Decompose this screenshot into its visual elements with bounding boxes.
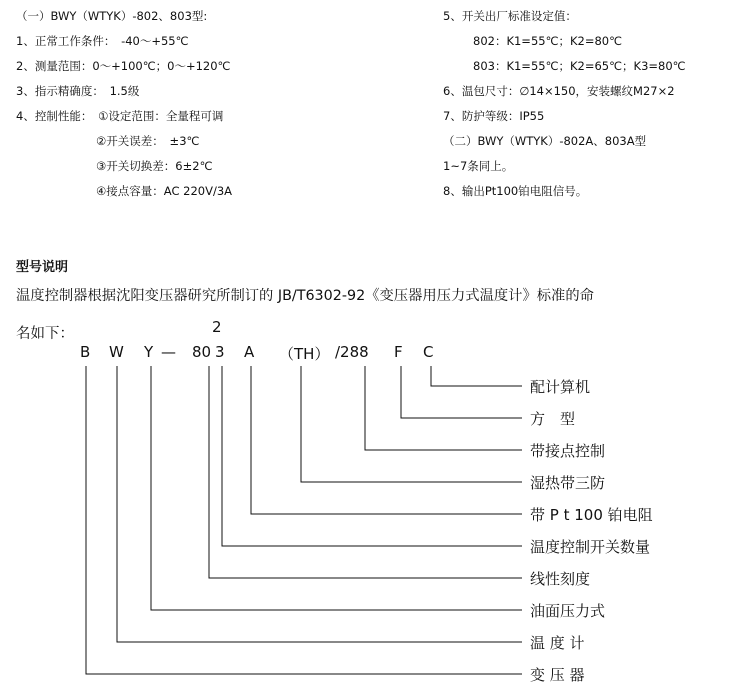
- intro-line-2: 名如下：: [16, 326, 74, 342]
- spec-left-line-1: 1、正常工作条件： -40～+55℃: [16, 34, 189, 48]
- connector-3: [222, 366, 522, 546]
- label-pt100: 带 P t 100 铂电阻: [530, 506, 653, 524]
- spec-right-line-7: 1~7条同上。: [443, 159, 514, 173]
- spec-right-line-6: （二）BWY（WTYK）-802A、803A型: [443, 134, 647, 148]
- spec-right-line-1: 5、开关出厂标准设定值：: [443, 9, 577, 23]
- code-char-Y: Y: [144, 343, 154, 361]
- code-dash: —: [161, 343, 176, 361]
- spec-right-line-3: 803：K1=55℃；K2=65℃；K3=80℃: [473, 59, 686, 73]
- connector-288: [365, 366, 522, 450]
- spec-left-line-7: ④接点容量：AC 220V/3A: [96, 184, 233, 198]
- spec-left-line-5: ②开关误差： ±3℃: [96, 134, 200, 148]
- label-switch-count: 温度控制开关数量: [530, 538, 651, 556]
- spec-right-line-2: 802：K1=55℃；K2=80℃: [473, 34, 623, 48]
- spec-left-line-3: 3、指示精确度： 1.5级: [16, 84, 140, 98]
- label-tropical: 湿热带三防: [530, 474, 606, 492]
- code-superscript-2: 2: [212, 318, 222, 336]
- code-char-A: A: [244, 343, 255, 361]
- intro-line-1: 温度控制器根据沈阳变压器研究所制订的 JB/T6302-92《变压器用压力式温度计》标准的命: [16, 288, 594, 304]
- code-char-C: C: [423, 343, 434, 361]
- code-char-W: W: [109, 343, 124, 361]
- model-heading: 型号说明: [16, 260, 69, 275]
- label-computer: 配计算机: [530, 378, 591, 396]
- code-TH: （TH）: [279, 345, 330, 363]
- label-square: 方 型: [530, 410, 576, 428]
- code-80: 80: [192, 343, 212, 361]
- code-3: 3: [215, 343, 225, 361]
- label-contact-control: 带接点控制: [530, 442, 606, 460]
- spec-left-line-2: 2、测量范围：0～+100℃；0～+120℃: [16, 59, 231, 73]
- code-slash-288: /288: [335, 343, 369, 361]
- spec-left-title: （一）BWY（WTYK）-802、803型:: [16, 9, 208, 23]
- label-linear-scale: 线性刻度: [530, 570, 591, 588]
- code-char-B: B: [80, 343, 91, 361]
- spec-left-line-4: 4、控制性能： ①设定范围：全量程可调: [16, 109, 224, 123]
- connector-TH: [301, 366, 522, 482]
- spec-left-line-6: ③开关切换差：6±2℃: [96, 159, 213, 173]
- connector-F: [401, 366, 522, 418]
- spec-right-line-8: 8、输出Pt100铂电阻信号。: [443, 184, 588, 198]
- connector-W: [117, 366, 522, 642]
- spec-right-line-5: 7、防护等级：IP55: [443, 109, 545, 123]
- label-oil-pressure: 油面压力式: [530, 602, 606, 620]
- connector-Y: [151, 366, 522, 610]
- spec-right-line-4: 6、温包尺寸：∅14×150，安装螺纹M27×2: [443, 84, 675, 98]
- connector-A: [251, 366, 522, 514]
- label-thermometer: 温 度 计: [530, 634, 585, 652]
- connector-C: [431, 366, 522, 386]
- code-char-F: F: [394, 343, 403, 361]
- label-transformer: 变 压 器: [530, 666, 585, 684]
